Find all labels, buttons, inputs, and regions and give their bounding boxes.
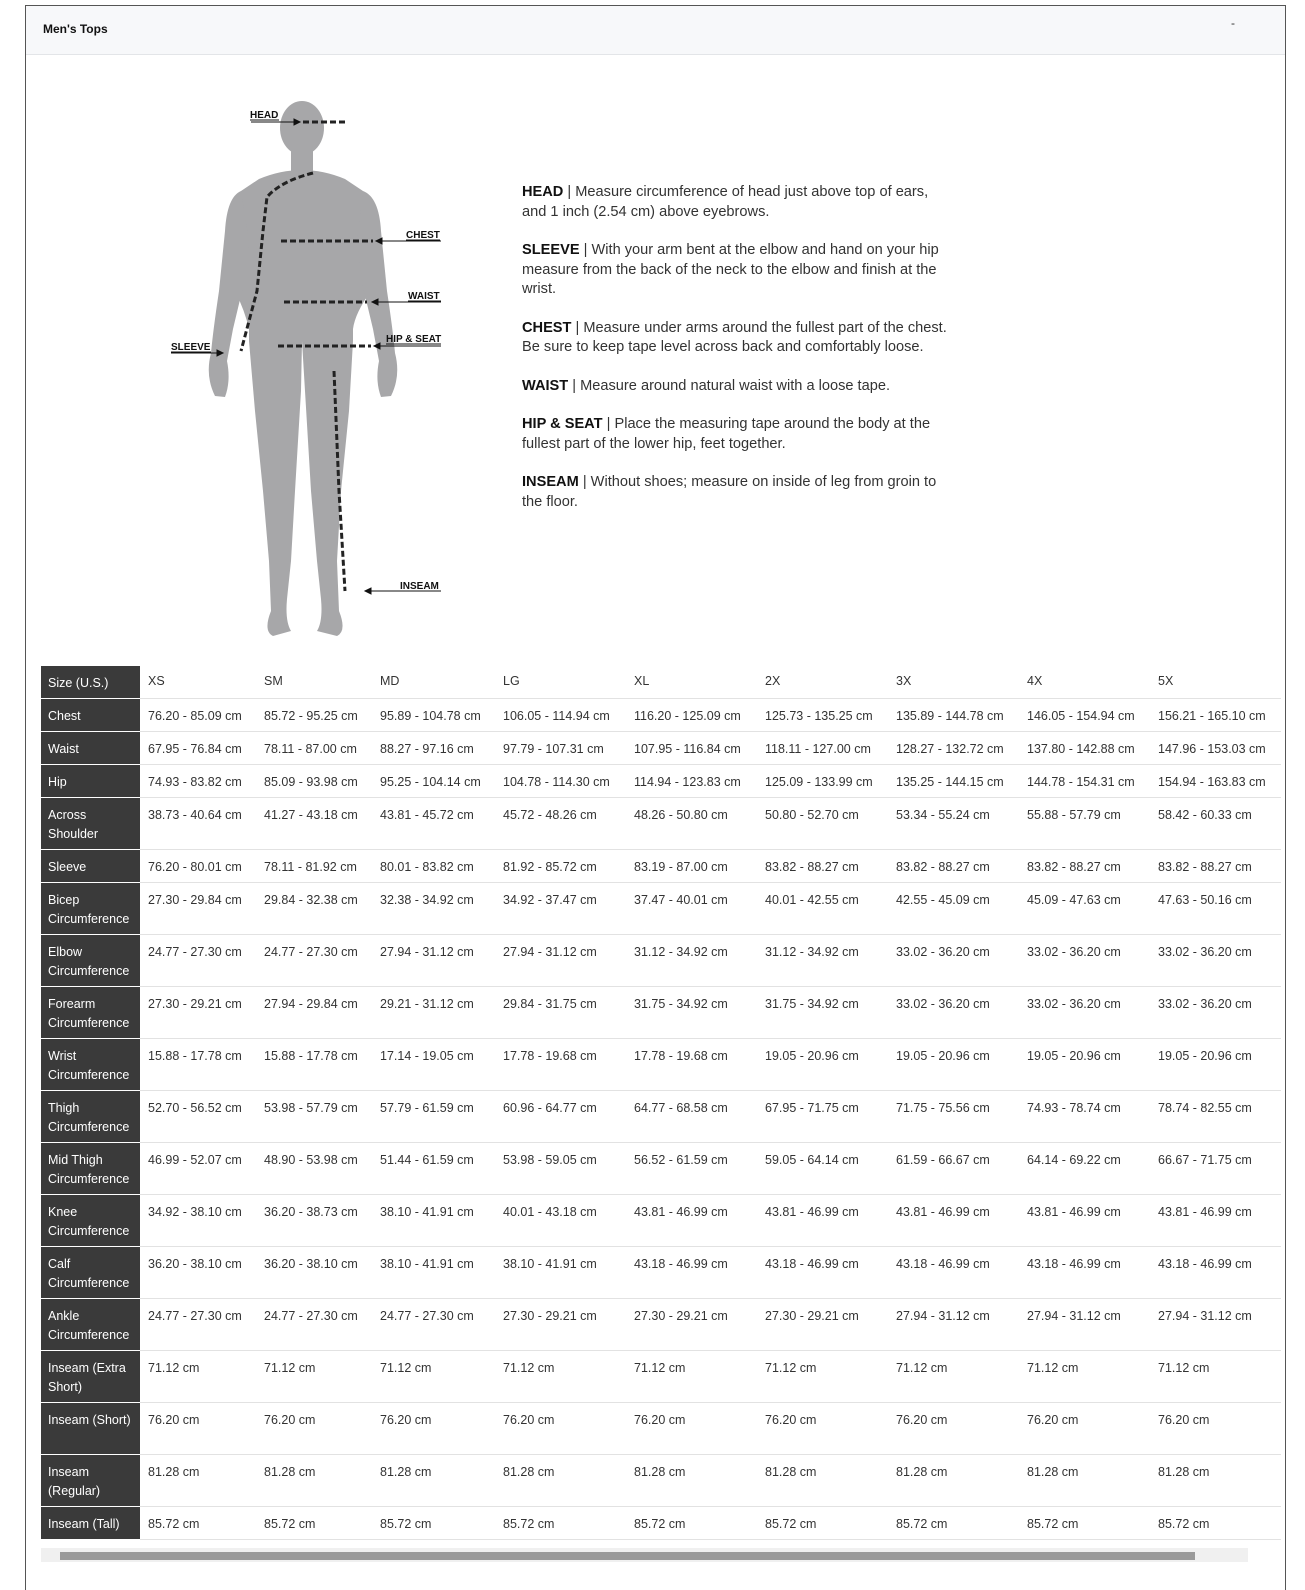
row-label: Elbow Circumference <box>41 935 140 987</box>
guide-item <box>522 473 952 512</box>
table-cell: 27.30 - 29.21 cm <box>495 1299 626 1351</box>
guide-item <box>522 241 952 300</box>
row-label: Inseam (Tall) <box>41 1507 140 1540</box>
guide-term: WAIST <box>522 377 569 394</box>
table-cell: 83.82 - 88.27 cm <box>1019 850 1150 883</box>
table-cell: 76.20 cm <box>140 1403 256 1455</box>
table-cell: 43.18 - 46.99 cm <box>888 1247 1019 1299</box>
table-cell: 17.78 - 19.68 cm <box>495 1039 626 1091</box>
table-cell: 76.20 cm <box>757 1403 888 1455</box>
table-cell: 85.72 - 95.25 cm <box>256 699 372 732</box>
table-cell: 29.84 - 31.75 cm <box>495 987 626 1039</box>
table-cell: 43.18 - 46.99 cm <box>626 1247 757 1299</box>
table-cell: 85.72 cm <box>140 1507 256 1540</box>
guide-term: HEAD <box>522 184 564 200</box>
table-cell: 64.77 - 68.58 cm <box>626 1091 757 1143</box>
table-cell: 43.18 - 46.99 cm <box>1150 1247 1281 1299</box>
table-cell: 24.77 - 27.30 cm <box>256 1299 372 1351</box>
table-cell: 85.72 cm <box>757 1507 888 1540</box>
table-cell: 15.88 - 17.78 cm <box>256 1039 372 1091</box>
panel-header[interactable] <box>26 6 1285 55</box>
size-header-md: MD <box>372 666 495 699</box>
table-cell: 95.25 - 104.14 cm <box>372 765 495 798</box>
table-cell: 38.10 - 41.91 cm <box>495 1247 626 1299</box>
table-cell: 37.47 - 40.01 cm <box>626 883 757 935</box>
size-header-sm: SM <box>256 666 372 699</box>
table-cell: 83.82 - 88.27 cm <box>757 850 888 883</box>
row-label: Sleeve <box>41 850 140 883</box>
table-cell: 42.55 - 45.09 cm <box>888 883 1019 935</box>
table-cell: 56.52 - 61.59 cm <box>626 1143 757 1195</box>
table-cell: 43.18 - 46.99 cm <box>1019 1247 1150 1299</box>
table-cell: 43.81 - 46.99 cm <box>1150 1195 1281 1247</box>
table-cell: 81.92 - 85.72 cm <box>495 850 626 883</box>
table-cell: 53.98 - 57.79 cm <box>256 1091 372 1143</box>
row-label: Waist <box>41 732 140 765</box>
table-cell: 66.67 - 71.75 cm <box>1150 1143 1281 1195</box>
table-cell: 74.93 - 78.74 cm <box>1019 1091 1150 1143</box>
table-cell: 95.89 - 104.78 cm <box>372 699 495 732</box>
table-cell: 78.74 - 82.55 cm <box>1150 1091 1281 1143</box>
figure-label-sleeve: SLEEVE <box>171 342 211 353</box>
table-row <box>41 1247 1281 1299</box>
table-cell: 34.92 - 38.10 cm <box>140 1195 256 1247</box>
table-cell: 27.94 - 31.12 cm <box>1150 1299 1281 1351</box>
table-cell: 15.88 - 17.78 cm <box>140 1039 256 1091</box>
table-cell: 50.80 - 52.70 cm <box>757 798 888 850</box>
table-cell: 41.27 - 43.18 cm <box>256 798 372 850</box>
table-cell: 43.81 - 46.99 cm <box>888 1195 1019 1247</box>
table-cell: 53.98 - 59.05 cm <box>495 1143 626 1195</box>
table-cell: 27.30 - 29.21 cm <box>757 1299 888 1351</box>
table-row <box>41 1507 1281 1540</box>
table-row <box>41 1351 1281 1403</box>
size-header-corner: Size (U.S.) <box>41 666 140 699</box>
table-cell: 88.27 - 97.16 cm <box>372 732 495 765</box>
guide-term: HIP & SEAT <box>522 416 603 432</box>
table-row <box>41 883 1281 935</box>
table-cell: 24.77 - 27.30 cm <box>372 1299 495 1351</box>
table-cell: 76.20 - 80.01 cm <box>140 850 256 883</box>
table-cell: 52.70 - 56.52 cm <box>140 1091 256 1143</box>
size-header-2x: 2X <box>757 666 888 699</box>
table-cell: 27.30 - 29.21 cm <box>140 987 256 1039</box>
table-cell: 46.99 - 52.07 cm <box>140 1143 256 1195</box>
guide-separator: | <box>568 377 581 394</box>
table-cell: 40.01 - 43.18 cm <box>495 1195 626 1247</box>
table-cell: 36.20 - 38.10 cm <box>256 1247 372 1299</box>
table-cell: 57.79 - 61.59 cm <box>372 1091 495 1143</box>
table-cell: 125.09 - 133.99 cm <box>757 765 888 798</box>
table-cell: 60.96 - 64.77 cm <box>495 1091 626 1143</box>
table-row <box>41 850 1281 883</box>
table-row <box>41 1455 1281 1507</box>
table-cell: 32.38 - 34.92 cm <box>372 883 495 935</box>
figure-label-inseam: INSEAM <box>400 581 439 592</box>
table-cell: 106.05 - 114.94 cm <box>495 699 626 732</box>
table-cell: 85.09 - 93.98 cm <box>256 765 372 798</box>
row-label: Inseam (Short) <box>41 1403 140 1455</box>
table-cell: 76.20 - 85.09 cm <box>140 699 256 732</box>
table-cell: 71.75 - 75.56 cm <box>888 1091 1019 1143</box>
table-cell: 17.78 - 19.68 cm <box>626 1039 757 1091</box>
table-cell: 71.12 cm <box>140 1351 256 1403</box>
table-cell: 81.28 cm <box>626 1455 757 1507</box>
table-cell: 118.11 - 127.00 cm <box>757 732 888 765</box>
size-table <box>41 666 1281 1540</box>
table-cell: 85.72 cm <box>626 1507 757 1540</box>
table-cell: 116.20 - 125.09 cm <box>626 699 757 732</box>
table-cell: 43.81 - 46.99 cm <box>1019 1195 1150 1247</box>
table-row <box>41 765 1281 798</box>
table-cell: 78.11 - 87.00 cm <box>256 732 372 765</box>
table-cell: 137.80 - 142.88 cm <box>1019 732 1150 765</box>
table-cell: 76.20 cm <box>372 1403 495 1455</box>
guide-item <box>522 183 952 222</box>
row-label: Inseam (Regular) <box>41 1455 140 1507</box>
table-cell: 135.25 - 144.15 cm <box>888 765 1019 798</box>
table-cell: 64.14 - 69.22 cm <box>1019 1143 1150 1195</box>
table-cell: 36.20 - 38.73 cm <box>256 1195 372 1247</box>
table-cell: 135.89 - 144.78 cm <box>888 699 1019 732</box>
table-cell: 125.73 - 135.25 cm <box>757 699 888 732</box>
body-measurement-figure <box>141 91 451 656</box>
table-cell: 27.94 - 31.12 cm <box>495 935 626 987</box>
table-cell: 19.05 - 20.96 cm <box>1150 1039 1281 1091</box>
row-label: Forearm Circumference <box>41 987 140 1039</box>
table-cell: 83.19 - 87.00 cm <box>626 850 757 883</box>
size-chart-panel <box>25 5 1286 1590</box>
table-cell: 33.02 - 36.20 cm <box>1150 935 1281 987</box>
table-cell: 24.77 - 27.30 cm <box>140 1299 256 1351</box>
table-cell: 85.72 cm <box>1150 1507 1281 1540</box>
table-cell: 33.02 - 36.20 cm <box>1019 935 1150 987</box>
size-header-row <box>41 666 1281 699</box>
table-cell: 81.28 cm <box>1019 1455 1150 1507</box>
table-cell: 43.18 - 46.99 cm <box>757 1247 888 1299</box>
row-label: Wrist Circumference <box>41 1039 140 1091</box>
scrollbar-thumb[interactable] <box>60 1552 1195 1560</box>
table-cell: 76.20 cm <box>495 1403 626 1455</box>
table-cell: 34.92 - 37.47 cm <box>495 883 626 935</box>
table-cell: 43.81 - 45.72 cm <box>372 798 495 850</box>
guide-separator: | <box>602 416 615 432</box>
table-cell: 36.20 - 38.10 cm <box>140 1247 256 1299</box>
table-cell: 154.94 - 163.83 cm <box>1150 765 1281 798</box>
table-row <box>41 1195 1281 1247</box>
size-table-body <box>41 699 1281 1540</box>
table-row <box>41 987 1281 1039</box>
row-label: Across Shoulder <box>41 798 140 850</box>
figure-label-head: HEAD <box>250 110 279 121</box>
row-label: Chest <box>41 699 140 732</box>
panel-title: Men's Tops <box>43 22 108 36</box>
table-row <box>41 935 1281 987</box>
table-cell: 31.12 - 34.92 cm <box>626 935 757 987</box>
table-cell: 71.12 cm <box>495 1351 626 1403</box>
table-cell: 55.88 - 57.79 cm <box>1019 798 1150 850</box>
table-cell: 71.12 cm <box>1150 1351 1281 1403</box>
table-cell: 76.20 cm <box>888 1403 1019 1455</box>
table-cell: 76.20 cm <box>1150 1403 1281 1455</box>
table-cell: 83.82 - 88.27 cm <box>1150 850 1281 883</box>
table-row <box>41 1299 1281 1351</box>
table-cell: 38.10 - 41.91 cm <box>372 1195 495 1247</box>
table-cell: 85.72 cm <box>256 1507 372 1540</box>
table-cell: 40.01 - 42.55 cm <box>757 883 888 935</box>
figure-label-hip-seat: HIP & SEAT <box>386 334 442 345</box>
guide-text: Measure under arms around the fullest part of the chest. Be sure to keep tape level across back and comfortably loose. <box>522 319 947 355</box>
table-cell: 27.94 - 31.12 cm <box>372 935 495 987</box>
table-cell: 47.63 - 50.16 cm <box>1150 883 1281 935</box>
row-label: Bicep Circumference <box>41 883 140 935</box>
table-cell: 76.20 cm <box>256 1403 372 1455</box>
row-label: Hip <box>41 765 140 798</box>
guide-item <box>522 415 952 454</box>
table-cell: 45.72 - 48.26 cm <box>495 798 626 850</box>
table-cell: 31.12 - 34.92 cm <box>757 935 888 987</box>
guide-term: CHEST <box>522 319 572 336</box>
table-cell: 43.81 - 46.99 cm <box>757 1195 888 1247</box>
table-cell: 38.10 - 41.91 cm <box>372 1247 495 1299</box>
table-cell: 71.12 cm <box>256 1351 372 1403</box>
table-cell: 58.42 - 60.33 cm <box>1150 798 1281 850</box>
table-cell: 128.27 - 132.72 cm <box>888 732 1019 765</box>
guide-text: Measure around natural waist with a loose tape. <box>580 377 891 394</box>
table-cell: 146.05 - 154.94 cm <box>1019 699 1150 732</box>
table-row <box>41 1403 1281 1455</box>
row-label: Knee Circumference <box>41 1195 140 1247</box>
size-header-lg: LG <box>495 666 626 699</box>
body-silhouette <box>209 101 398 636</box>
table-cell: 85.72 cm <box>1019 1507 1150 1540</box>
size-header-4x: 4X <box>1019 666 1150 699</box>
table-cell: 81.28 cm <box>757 1455 888 1507</box>
table-cell: 43.81 - 46.99 cm <box>626 1195 757 1247</box>
table-cell: 27.94 - 31.12 cm <box>1019 1299 1150 1351</box>
size-header-xs: XS <box>140 666 256 699</box>
table-cell: 51.44 - 61.59 cm <box>372 1143 495 1195</box>
table-row <box>41 798 1281 850</box>
table-cell: 97.79 - 107.31 cm <box>495 732 626 765</box>
collapse-toggle[interactable]: - <box>1231 16 1235 30</box>
table-cell: 61.59 - 66.67 cm <box>888 1143 1019 1195</box>
table-cell: 81.28 cm <box>372 1455 495 1507</box>
table-cell: 71.12 cm <box>1019 1351 1150 1403</box>
table-cell: 24.77 - 27.30 cm <box>256 935 372 987</box>
table-cell: 27.30 - 29.21 cm <box>626 1299 757 1351</box>
size-table-scroll[interactable] <box>41 666 1266 1531</box>
row-label: Mid Thigh Circumference <box>41 1143 140 1195</box>
table-row <box>41 732 1281 765</box>
guide-item <box>522 319 952 358</box>
table-cell: 144.78 - 154.31 cm <box>1019 765 1150 798</box>
table-cell: 67.95 - 71.75 cm <box>757 1091 888 1143</box>
table-cell: 83.82 - 88.27 cm <box>888 850 1019 883</box>
row-label: Thigh Circumference <box>41 1091 140 1143</box>
table-cell: 71.12 cm <box>888 1351 1019 1403</box>
table-cell: 38.73 - 40.64 cm <box>140 798 256 850</box>
table-cell: 71.12 cm <box>372 1351 495 1403</box>
table-cell: 29.84 - 32.38 cm <box>256 883 372 935</box>
table-cell: 74.93 - 83.82 cm <box>140 765 256 798</box>
horizontal-scrollbar[interactable] <box>41 1548 1248 1562</box>
table-cell: 76.20 cm <box>626 1403 757 1455</box>
figure-label-chest: CHEST <box>406 230 440 241</box>
table-cell: 81.28 cm <box>1150 1455 1281 1507</box>
table-cell: 81.28 cm <box>888 1455 1019 1507</box>
table-cell: 45.09 - 47.63 cm <box>1019 883 1150 935</box>
table-cell: 27.94 - 31.12 cm <box>888 1299 1019 1351</box>
row-label: Inseam (Extra Short) <box>41 1351 140 1403</box>
guide-separator: | <box>563 184 576 200</box>
table-cell: 19.05 - 20.96 cm <box>757 1039 888 1091</box>
guide-text: Place the measuring tape around the body at the fullest part of the lower hip, feet together. <box>522 416 931 452</box>
guide-text: Measure circumference of head just above top of ears, and 1 inch (2.54 cm) above eyebrows. <box>522 184 929 220</box>
table-cell: 24.77 - 27.30 cm <box>140 935 256 987</box>
table-cell: 33.02 - 36.20 cm <box>888 987 1019 1039</box>
table-cell: 31.75 - 34.92 cm <box>757 987 888 1039</box>
table-cell: 27.94 - 29.84 cm <box>256 987 372 1039</box>
table-cell: 19.05 - 20.96 cm <box>1019 1039 1150 1091</box>
table-cell: 27.30 - 29.84 cm <box>140 883 256 935</box>
row-label: Calf Circumference <box>41 1247 140 1299</box>
table-cell: 31.75 - 34.92 cm <box>626 987 757 1039</box>
table-cell: 48.26 - 50.80 cm <box>626 798 757 850</box>
table-cell: 17.14 - 19.05 cm <box>372 1039 495 1091</box>
table-cell: 81.28 cm <box>140 1455 256 1507</box>
figure-label-waist: WAIST <box>408 291 440 302</box>
size-header-xl: XL <box>626 666 757 699</box>
table-cell: 33.02 - 36.20 cm <box>1019 987 1150 1039</box>
table-cell: 76.20 cm <box>1019 1403 1150 1455</box>
guide-text: With your arm bent at the elbow and hand on your hip measure from the back of the neck to the elbow and finish at the wrist. <box>522 242 939 297</box>
table-cell: 85.72 cm <box>888 1507 1019 1540</box>
table-cell: 156.21 - 165.10 cm <box>1150 699 1281 732</box>
table-cell: 33.02 - 36.20 cm <box>888 935 1019 987</box>
table-cell: 53.34 - 55.24 cm <box>888 798 1019 850</box>
table-cell: 81.28 cm <box>495 1455 626 1507</box>
guide-separator: | <box>571 319 584 336</box>
table-cell: 114.94 - 123.83 cm <box>626 765 757 798</box>
table-cell: 85.72 cm <box>495 1507 626 1540</box>
table-row <box>41 1091 1281 1143</box>
table-row <box>41 1143 1281 1195</box>
size-header-3x: 3X <box>888 666 1019 699</box>
table-row <box>41 699 1281 732</box>
table-cell: 81.28 cm <box>256 1455 372 1507</box>
guide-term: INSEAM <box>522 474 579 490</box>
table-cell: 80.01 - 83.82 cm <box>372 850 495 883</box>
measurement-guide <box>522 183 952 531</box>
table-cell: 59.05 - 64.14 cm <box>757 1143 888 1195</box>
guide-item <box>522 377 952 397</box>
guide-separator: | <box>578 474 591 490</box>
table-cell: 147.96 - 153.03 cm <box>1150 732 1281 765</box>
size-header-5x: 5X <box>1150 666 1281 699</box>
guide-separator: | <box>579 242 592 258</box>
table-cell: 71.12 cm <box>757 1351 888 1403</box>
table-cell: 71.12 cm <box>626 1351 757 1403</box>
table-cell: 78.11 - 81.92 cm <box>256 850 372 883</box>
table-cell: 85.72 cm <box>372 1507 495 1540</box>
table-cell: 67.95 - 76.84 cm <box>140 732 256 765</box>
table-cell: 19.05 - 20.96 cm <box>888 1039 1019 1091</box>
table-cell: 107.95 - 116.84 cm <box>626 732 757 765</box>
table-row <box>41 1039 1281 1091</box>
table-cell: 48.90 - 53.98 cm <box>256 1143 372 1195</box>
guide-text: Without shoes; measure on inside of leg from groin to the floor. <box>522 474 937 510</box>
table-cell: 33.02 - 36.20 cm <box>1150 987 1281 1039</box>
guide-term: SLEEVE <box>522 242 580 258</box>
table-cell: 29.21 - 31.12 cm <box>372 987 495 1039</box>
table-cell: 104.78 - 114.30 cm <box>495 765 626 798</box>
row-label: Ankle Circumference <box>41 1299 140 1351</box>
